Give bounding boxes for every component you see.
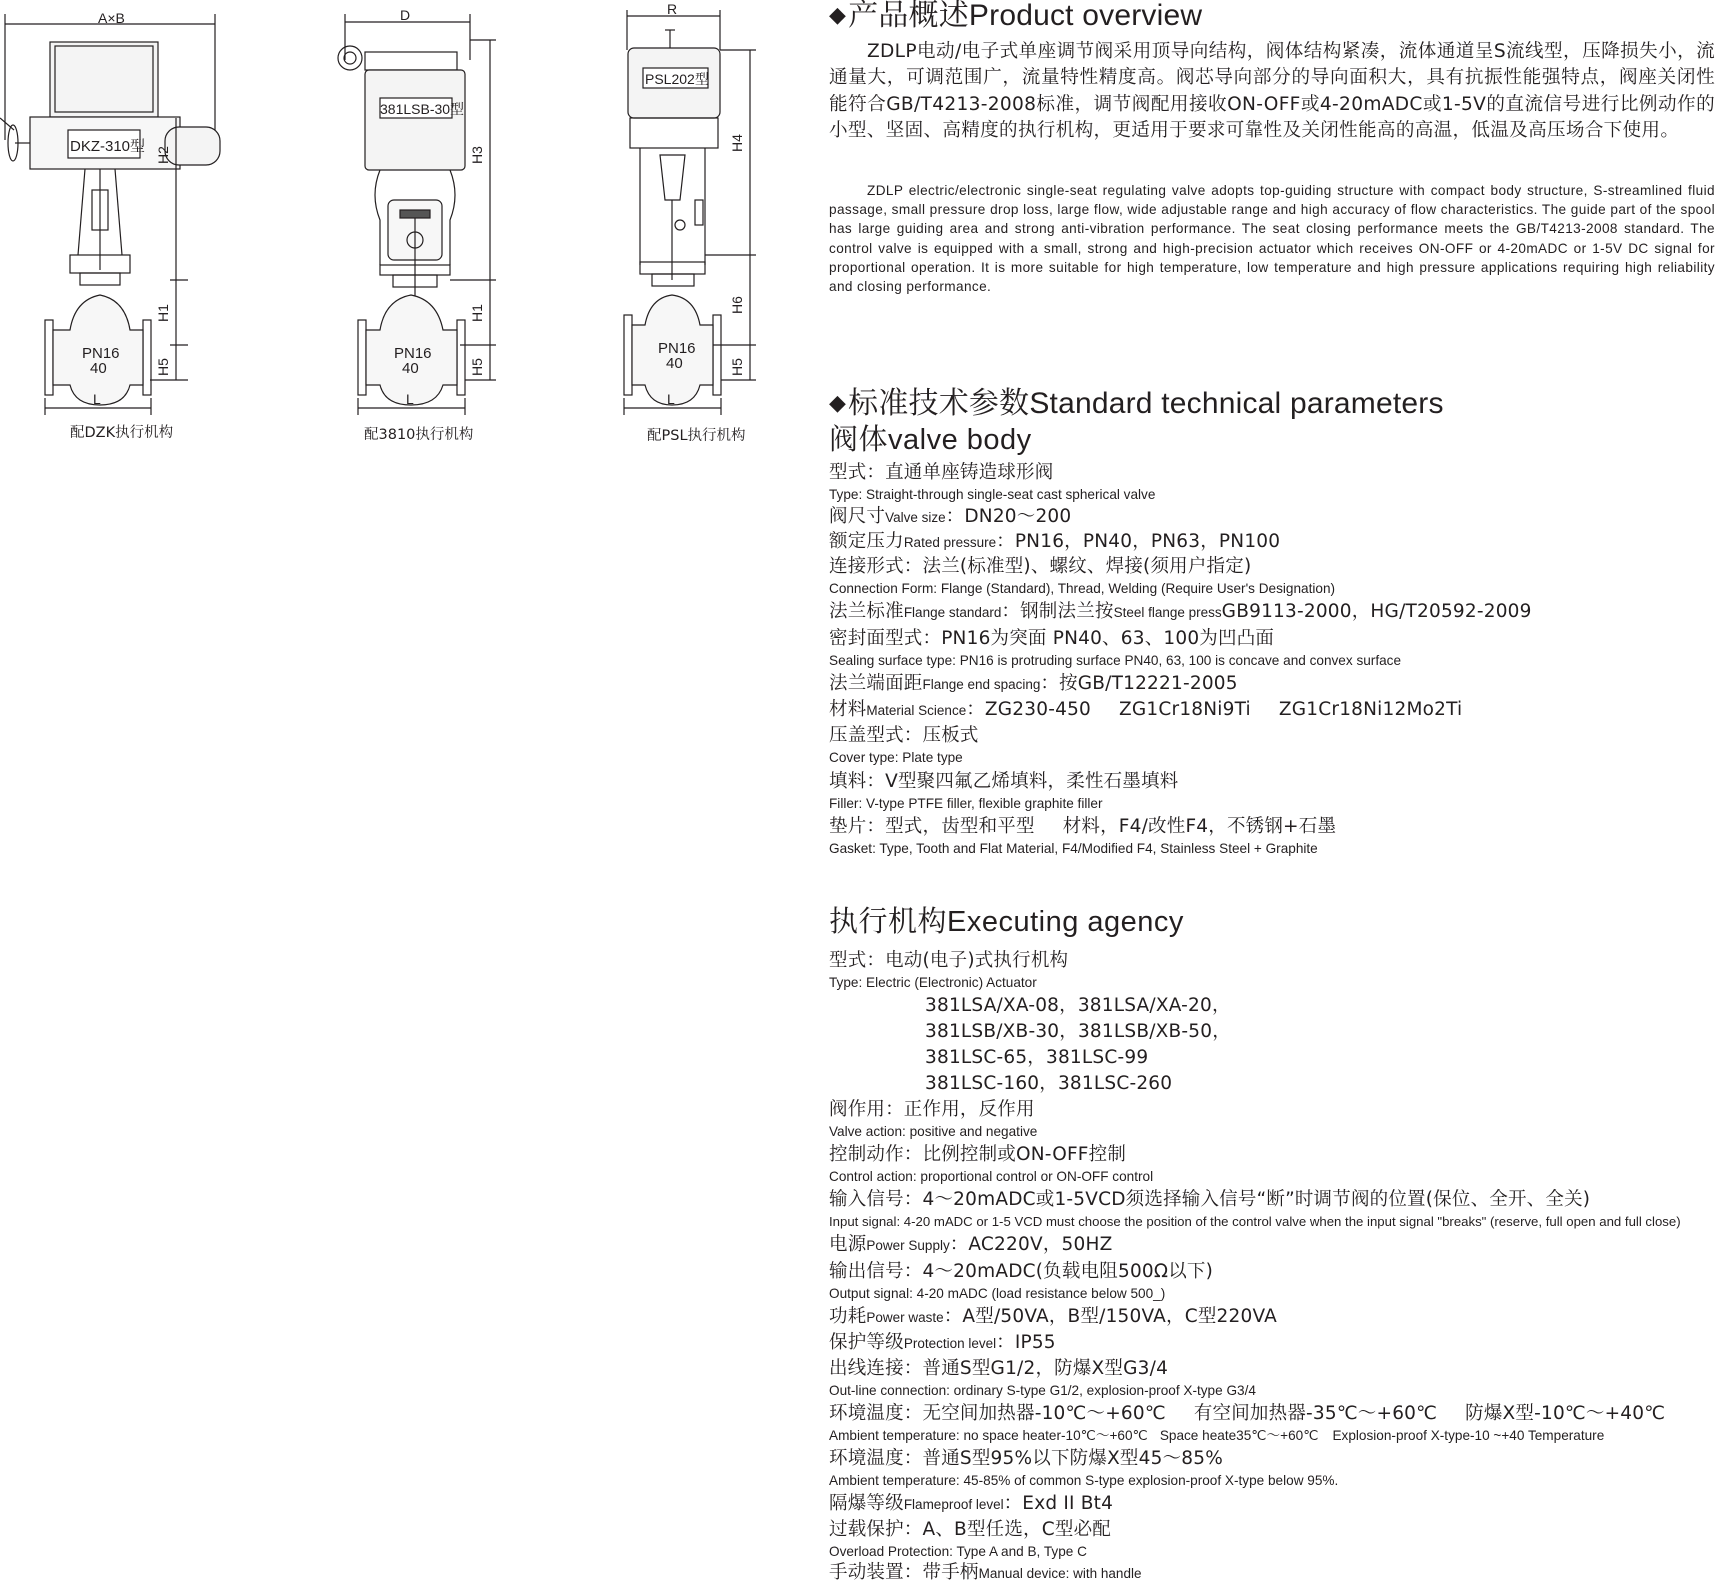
- valve-body-title: 阀体valve body: [829, 424, 1032, 456]
- power-supply-value: ：AC220V，50HZ: [949, 1234, 1113, 1255]
- valve-size-label: 阀尺寸: [829, 506, 886, 527]
- flange-standard-label: 法兰标准: [829, 601, 904, 622]
- actuator-model-line: 381LSC-65，381LSC-99: [925, 1047, 1149, 1068]
- control-action-en: Control action: proportional control or ON-OFF control: [829, 1169, 1154, 1184]
- technical-drawings: [0, 0, 820, 470]
- valve-drawings-svg: [0, 0, 820, 470]
- overview-cn-paragraph: ZDLP电动/电子式单座调节阀采用顶导向结构，阀体结构紧凑，流体通道呈S流线型，压降损失小，流通量大，可调范围广，流量特性精度高。阀芯导向部分的导向面积大，具有抗振性能强特点，阀座关闭性能符合GB/T4213-2008标准，调节阀配用接收ON-OFF或4-20mADC或1-5V的直流信号进行比例动作的小型、坚固、高精度的执行机构，更适用于要求可靠性及关闭性能高的高温，低温及高压场合下使用。: [829, 41, 1715, 142]
- material-value-1: ：ZG230-450: [966, 699, 1092, 720]
- rated-pressure-value: ：PN16，PN40，PN63，PN100: [996, 531, 1281, 552]
- material-row: [829, 699, 1462, 722]
- flameproof-value: ：Exd II Bt4: [1003, 1493, 1114, 1514]
- actuator-type-en: Type: Electric (Electronic) Actuator: [829, 975, 1037, 990]
- overload-en: Overload Protection: Type A and B, Type C: [829, 1544, 1087, 1559]
- power-waste-label: 功耗: [829, 1306, 867, 1327]
- caption-dzk: 配DZK执行机构: [70, 425, 174, 441]
- sealing-cn: 密封面型式：PN16为突面 PN40、63、100为凹凸面: [829, 628, 1275, 649]
- psl-dim-h6: H6: [729, 296, 745, 314]
- outline-connection-cn: 出线连接：普通S型G1/2，防爆X型G3/4: [829, 1358, 1169, 1379]
- lsb-dim-h1: H1: [469, 304, 485, 322]
- manual-device-en: Manual device: with handle: [978, 1566, 1142, 1581]
- power-supply-row: [829, 1234, 1112, 1257]
- drawing-psl: [624, 1, 756, 415]
- flange-spacing-value: ：按GB/T12221-2005: [1040, 673, 1238, 694]
- temp-en-with-heater: Space heate35℃～+60℃: [1159, 1428, 1319, 1443]
- dzk-dim-h2: H2: [155, 146, 171, 164]
- ambient-temp-2-en: Ambient temperature: 45-85% of common S-type explosion-proof X-type below 95%.: [829, 1473, 1339, 1488]
- flange-press-value: GB9113-2000，HG/T20592-2009: [1221, 601, 1532, 622]
- psl-dim-h4: H4: [729, 134, 745, 152]
- gasket-material: 材料，F4/改性F4，不锈钢+石墨: [1062, 816, 1337, 837]
- params-title-text: 标准技术参数Standard technical parameters: [848, 387, 1444, 420]
- protection-level-label: 保护等级: [829, 1332, 904, 1353]
- rated-pressure-label-en: Rated pressure: [903, 535, 997, 550]
- cover-en: Cover type: Plate type: [829, 750, 963, 765]
- control-action-cn: 控制动作：比例控制或ON-OFF控制: [829, 1144, 1127, 1165]
- actuator-model-line: 381LSB/XB-30，381LSB/XB-50，: [925, 1021, 1231, 1042]
- actuator-title: 执行机构Executing agency: [829, 906, 1184, 938]
- actuator-model-line: 381LSC-160，381LSC-260: [925, 1073, 1173, 1094]
- rated-pressure-label: 额定压力: [829, 531, 904, 552]
- dzk-body-label: DKZ-310型: [70, 138, 146, 155]
- power-waste-label-en: Power waste: [866, 1310, 944, 1325]
- output-signal-cn: 输出信号：4～20mADC(负载电阻500Ω以下): [829, 1261, 1214, 1282]
- output-signal-en: Output signal: 4-20 mADC (load resistance below 500_): [829, 1286, 1166, 1301]
- lsb-dim-h3: H3: [469, 146, 485, 164]
- material-label: 材料: [829, 699, 867, 720]
- material-label-en: Material Science: [866, 703, 967, 718]
- cover-cn: 压盖型式：压板式: [829, 725, 979, 746]
- psl-dim-top: R: [667, 1, 678, 17]
- flange-spacing-label: 法兰端面距: [829, 673, 923, 694]
- valve-type-en: Type: Straight-through single-seat cast spherical valve: [829, 487, 1156, 502]
- temp-explosion-proof: 防爆X型-10℃～+40℃: [1465, 1403, 1666, 1424]
- lsb-dim-l: L: [406, 391, 414, 407]
- valve-action-en: Valve action: positive and negative: [829, 1124, 1038, 1139]
- lsb-valve-label-1: PN16: [394, 345, 432, 362]
- lsb-body-label: 381LSB-30型: [380, 101, 465, 117]
- overview-title-text: 产品概述Product overview: [848, 0, 1203, 32]
- rated-pressure-row: [829, 531, 1280, 554]
- drawing-lsb: [338, 7, 496, 415]
- filler-cn: 填料：V型聚四氟乙烯填料，柔性石墨填料: [829, 771, 1179, 792]
- manual-device-row: [829, 1562, 1141, 1585]
- power-waste-row: [829, 1306, 1277, 1329]
- dzk-valve-label-2: 40: [90, 360, 107, 377]
- psl-valve-label-2: 40: [666, 355, 683, 372]
- manual-device-cn: 手动装置：带手柄: [829, 1562, 979, 1583]
- valve-type-cn: 型式：直通单座铸造球形阀: [829, 462, 1054, 483]
- ambient-temp-1-en: [829, 1427, 1604, 1445]
- dzk-dim-top: A×B: [98, 10, 125, 26]
- flameproof-row: [829, 1493, 1113, 1516]
- flange-press-label-en: Steel flange press: [1113, 605, 1222, 620]
- flange-standard-label-en: Flange standard: [903, 605, 1002, 620]
- material-value-3: ZG1Cr18Ni12Mo2Ti: [1278, 699, 1463, 720]
- psl-body-label: PSL202型: [645, 71, 709, 87]
- temp-with-heater: 有空间加热器-35℃～+60℃: [1193, 1403, 1438, 1424]
- valve-action-cn: 阀作用：正作用，反作用: [829, 1099, 1035, 1120]
- gasket-type: 垫片：型式，齿型和平型: [829, 816, 1035, 837]
- lsb-valve-label-2: 40: [402, 360, 419, 377]
- temp-no-heater: 环境温度：无空间加热器-10℃～+60℃: [829, 1403, 1166, 1424]
- power-supply-label-en: Power Supply: [866, 1238, 950, 1253]
- caption-psl: 配PSL执行机构: [647, 428, 746, 444]
- flange-spacing-row: [829, 673, 1238, 696]
- flange-standard-value: ：钢制法兰按: [1001, 601, 1114, 622]
- lsb-dim-top: D: [400, 7, 411, 23]
- input-signal-en: Input signal: 4-20 mADC or 1-5 VCD must choose the position of the control valve when the input signal "breaks" (reserve, full open and full close): [829, 1214, 1681, 1229]
- protection-level-value: ：IP55: [996, 1332, 1056, 1353]
- caption-lsb: 配3810执行机构: [364, 427, 474, 443]
- temp-en-no-heater: Ambient temperature: no space heater-10℃～+60℃: [829, 1428, 1148, 1443]
- power-supply-label: 电源: [829, 1234, 867, 1255]
- connection-en: Connection Form: Flange (Standard), Thread, Welding (Require User's Designation): [829, 581, 1336, 596]
- drawing-dzk: [0, 10, 220, 415]
- valve-size-row: [829, 506, 1071, 529]
- lsb-dim-h5: H5: [469, 358, 485, 376]
- flameproof-label: 隔爆等级: [829, 1493, 904, 1514]
- input-signal-cn: 输入信号：4～20mADC或1-5VCD须选择输入信号“断”时调节阀的位置(保位、全开、全关): [829, 1189, 1591, 1210]
- valve-size-label-en: Valve size: [885, 510, 946, 525]
- ambient-temp-2-cn: 环境温度：普通S型95%以下防爆X型45～85%: [829, 1448, 1223, 1469]
- psl-dim-h5: H5: [729, 358, 745, 376]
- actuator-model-line: 381LSA/XA-08，381LSA/XA-20，: [925, 995, 1231, 1016]
- overload-cn: 过载保护：A、B型任选，C型必配: [829, 1519, 1111, 1540]
- valve-size-value: ：DN20～200: [945, 506, 1072, 527]
- dzk-dim-l: L: [93, 391, 101, 407]
- temp-en-explosion-proof: Explosion-proof X-type-10 ~+40 Temperature: [1332, 1428, 1605, 1443]
- params-title: [829, 388, 1444, 419]
- material-value-2: ZG1Cr18Ni9Ti: [1119, 699, 1251, 720]
- psl-valve-label-1: PN16: [658, 340, 696, 357]
- dzk-valve-label-1: PN16: [82, 345, 120, 362]
- power-waste-value: ：A型/50VA，B型/150VA，C型220VA: [943, 1306, 1277, 1327]
- overview-title: [829, 0, 1202, 31]
- ambient-temp-1-cn: [829, 1403, 1665, 1425]
- diamond-bullet-icon: ◆: [829, 390, 847, 415]
- sealing-en: Sealing surface type: PN16 is protruding surface PN40, 63, 100 is concave and convex surface: [829, 653, 1402, 668]
- gasket-cn-row: [829, 816, 1336, 838]
- flange-standard-row: [829, 601, 1532, 624]
- psl-dim-l: L: [667, 391, 675, 407]
- dzk-dim-h1: H1: [155, 304, 171, 322]
- protection-level-label-en: Protection level: [903, 1336, 997, 1351]
- flange-spacing-label-en: Flange end spacing: [922, 677, 1041, 692]
- outline-connection-en: Out-line connection: ordinary S-type G1/2, explosion-proof X-type G3/4: [829, 1383, 1256, 1398]
- diamond-bullet-icon: ◆: [829, 2, 847, 27]
- dzk-dim-h5: H5: [155, 358, 171, 376]
- actuator-type-cn: 型式：电动(电子)式执行机构: [829, 950, 1069, 971]
- overview-en-paragraph: ZDLP electric/electronic single-seat regulating valve adopts top-guiding structure with compact body structure, S-streamlined fluid passage, small pressure drop loss, large flow, wide adjustable range and high accuracy of flow characteristics. The guide part of the spool has large guiding area and strong anti-vibration performance. The seat closing performance meets the GB/T4213-2008 standard. The control valve is equipped with a small, strong and high-precision actuator which receives ON-OFF or 4-20mADC or 1-5V DC signal for proportional operation. It is more suitable for high temperature, low temperature and high pressure applications requiring high reliability and closing performance.: [829, 183, 1715, 295]
- connection-cn: 连接形式：法兰(标准型)、螺纹、焊接(须用户指定): [829, 556, 1252, 577]
- gasket-en: Gasket: Type, Tooth and Flat Material, F4/Modified F4, Stainless Steel + Graphite: [829, 841, 1318, 856]
- protection-level-row: [829, 1332, 1056, 1355]
- filler-en: Filler: V-type PTFE filler, flexible graphite filler: [829, 796, 1103, 811]
- flameproof-label-en: Flameproof level: [903, 1497, 1004, 1512]
